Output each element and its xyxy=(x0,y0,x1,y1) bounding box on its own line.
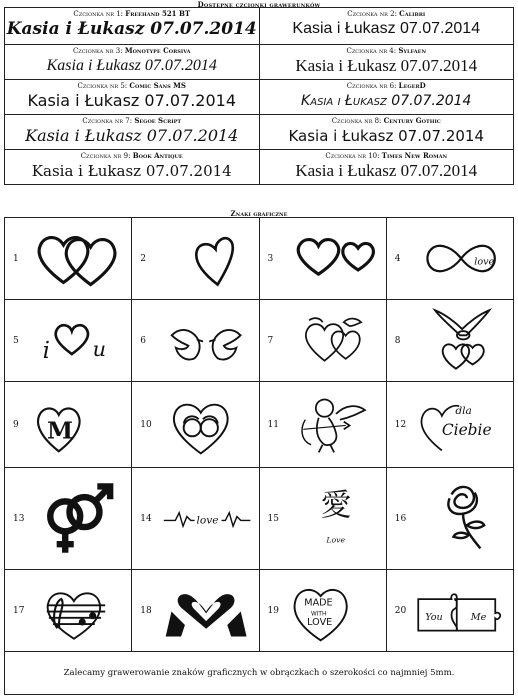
infinity-text: love xyxy=(474,256,494,268)
font-sample: Kasia i Łukasz 07.07.2014 xyxy=(288,127,485,145)
font-name: Book Antique xyxy=(132,151,183,160)
font-sample: Kasia i Łukasz 07.07.2014 xyxy=(301,93,472,109)
font-sample: Kasia i Łukasz 07.07.2014 xyxy=(292,20,481,37)
symbol-number: 20 xyxy=(394,605,407,616)
with-text: WITH xyxy=(310,611,326,618)
font-label-prefix: Czcionka nr 8: xyxy=(331,117,382,125)
i-love-u-icon xyxy=(31,304,127,377)
font-name: Calibri xyxy=(399,9,426,18)
symbol-cell-15 xyxy=(259,468,386,570)
symbol-cell-12 xyxy=(386,382,513,468)
u-letter: u xyxy=(92,337,107,362)
font-cell-6 xyxy=(259,80,514,115)
love-kanji-icon xyxy=(286,472,382,565)
font-cell-10 xyxy=(259,150,514,185)
font-sample: Kasia i Łukasz 07.07.2014 xyxy=(31,162,232,180)
made-text: MADE xyxy=(303,597,333,609)
font-label-prefix: Czcionka nr 6: xyxy=(346,82,397,90)
symbol-cell-16 xyxy=(386,468,513,570)
symbol-number: 14 xyxy=(140,513,152,524)
symbol-cell-5 xyxy=(5,300,132,382)
font-name: Sylfaen xyxy=(398,46,427,55)
font-sample: Kasia i Łukasz 07.07.2014 xyxy=(295,56,478,75)
font-sample: Kasia i Łukasz 07.07.2014 xyxy=(6,19,257,39)
symbol-number: 7 xyxy=(267,335,274,346)
rose-icon xyxy=(413,472,509,565)
me-text: Me xyxy=(470,612,487,624)
symbol-number: 13 xyxy=(13,513,25,524)
font-cell-3 xyxy=(5,45,260,80)
made-with-love-heart-icon xyxy=(286,574,382,647)
symbol-cell-18 xyxy=(132,570,259,652)
symbol-number: 5 xyxy=(13,335,19,346)
font-name: Comic Sans MS xyxy=(129,81,186,90)
font-cell-5 xyxy=(5,80,260,115)
font-name: Century Gothic xyxy=(383,116,441,125)
font-cell-8 xyxy=(259,115,514,150)
kissing-couple-heart-icon xyxy=(158,386,254,463)
symbol-number: 12 xyxy=(394,419,407,430)
font-name: Freehand 521 BT xyxy=(125,9,191,18)
fonts-table xyxy=(4,7,514,185)
doves-icon xyxy=(158,304,254,377)
heartbeat-text: love xyxy=(196,514,219,527)
i-letter: i xyxy=(42,338,50,365)
dla-text: dla xyxy=(455,404,472,417)
music-heart-icon xyxy=(31,574,127,647)
symbol-cell-3 xyxy=(259,218,386,300)
engraving-note: Zalecamy grawerowanie znaków graficznych w obrączkach o szerokości co najmniej 5mm. xyxy=(5,652,514,695)
symbol-number: 11 xyxy=(267,419,279,430)
symbol-cell-4 xyxy=(386,218,513,300)
puzzle-you-me-icon xyxy=(413,574,509,647)
symbol-number: 9 xyxy=(13,419,19,430)
font-cell-2 xyxy=(259,8,514,45)
symbol-cell-7 xyxy=(259,300,386,382)
symbol-cell-17 xyxy=(5,570,132,652)
double-hearts-icon xyxy=(31,222,127,295)
font-label-prefix: Czcionka nr 4: xyxy=(346,47,397,55)
font-name: LegerD xyxy=(398,81,426,90)
monogram-heart-icon xyxy=(31,386,127,463)
font-label-prefix: Czcionka nr 1: xyxy=(73,10,124,18)
dove-with-hearts-icon xyxy=(413,304,509,377)
symbol-cell-14 xyxy=(132,468,259,570)
hearts-with-doves-icon xyxy=(286,304,382,377)
symbol-number: 4 xyxy=(394,253,401,264)
symbols-table xyxy=(4,217,514,695)
symbol-number: 8 xyxy=(394,335,401,346)
font-sample: Kasia i Łukasz 07.07.2014 xyxy=(295,161,478,180)
gender-symbols-icon xyxy=(31,472,127,565)
font-label-prefix: Czcionka nr 9: xyxy=(80,152,131,160)
symbol-number: 19 xyxy=(267,605,279,616)
symbol-number: 15 xyxy=(267,513,279,524)
hands-heart-icon xyxy=(158,574,254,647)
symbol-cell-19 xyxy=(259,570,386,652)
monogram-letter: M xyxy=(47,416,74,445)
symbol-cell-20 xyxy=(386,570,513,652)
symbols-section-title: Znaki graficzne xyxy=(230,209,288,218)
ciebie-text: Ciebie xyxy=(441,421,492,440)
symbol-cell-6 xyxy=(132,300,259,382)
font-label-prefix: Czcionka nr 3: xyxy=(72,47,123,55)
symbol-cell-9 xyxy=(5,382,132,468)
symbol-number: 16 xyxy=(394,513,407,524)
font-label-prefix: Czcionka nr 5: xyxy=(77,82,128,90)
symbol-cell-2 xyxy=(132,218,259,300)
symbol-cell-11 xyxy=(259,382,386,468)
font-sample: Kasia i Łukasz 07.07.2014 xyxy=(46,57,217,74)
symbol-number: 10 xyxy=(140,419,152,430)
symbol-number: 17 xyxy=(13,605,25,616)
font-name: Times New Roman xyxy=(381,151,448,160)
font-name: Segoe Script xyxy=(134,116,182,125)
cupid-icon xyxy=(286,386,382,463)
font-cell-7 xyxy=(5,115,260,150)
symbol-cell-8 xyxy=(386,300,513,382)
heart-icon xyxy=(158,222,254,295)
symbol-number: 18 xyxy=(140,605,152,616)
fonts-section-title: Dostępne czcionki grawerunków xyxy=(197,0,321,9)
symbol-number: 2 xyxy=(140,253,146,264)
font-cell-9 xyxy=(5,150,260,185)
symbol-cell-1 xyxy=(5,218,132,300)
love-text: LOVE xyxy=(306,616,332,628)
symbol-cell-13 xyxy=(5,468,132,570)
kanji-caption: Love xyxy=(325,535,345,545)
symbol-number: 1 xyxy=(13,253,19,264)
symbol-number: 3 xyxy=(267,253,274,264)
font-cell-1 xyxy=(5,8,260,45)
you-text: You xyxy=(425,612,443,624)
symbol-number: 6 xyxy=(140,335,146,346)
two-hearts-icon xyxy=(286,222,382,295)
heartbeat-love-icon xyxy=(158,472,254,565)
font-sample: Kasia i Łukasz 07.07.2014 xyxy=(27,91,237,110)
font-label-prefix: Czcionka nr 10: xyxy=(325,152,380,160)
symbol-cell-10 xyxy=(132,382,259,468)
heart-dla-ciebie-icon xyxy=(413,386,509,463)
kanji-character: 愛 xyxy=(320,487,351,524)
font-name: Monotype Corsiva xyxy=(124,46,191,55)
font-label-prefix: Czcionka nr 2: xyxy=(347,10,397,18)
font-label-prefix: Czcionka nr 7: xyxy=(82,117,133,125)
font-cell-4 xyxy=(259,45,514,80)
font-sample: Kasia i Łukasz 07.07.2014 xyxy=(25,126,239,145)
infinity-love-icon xyxy=(413,222,509,295)
